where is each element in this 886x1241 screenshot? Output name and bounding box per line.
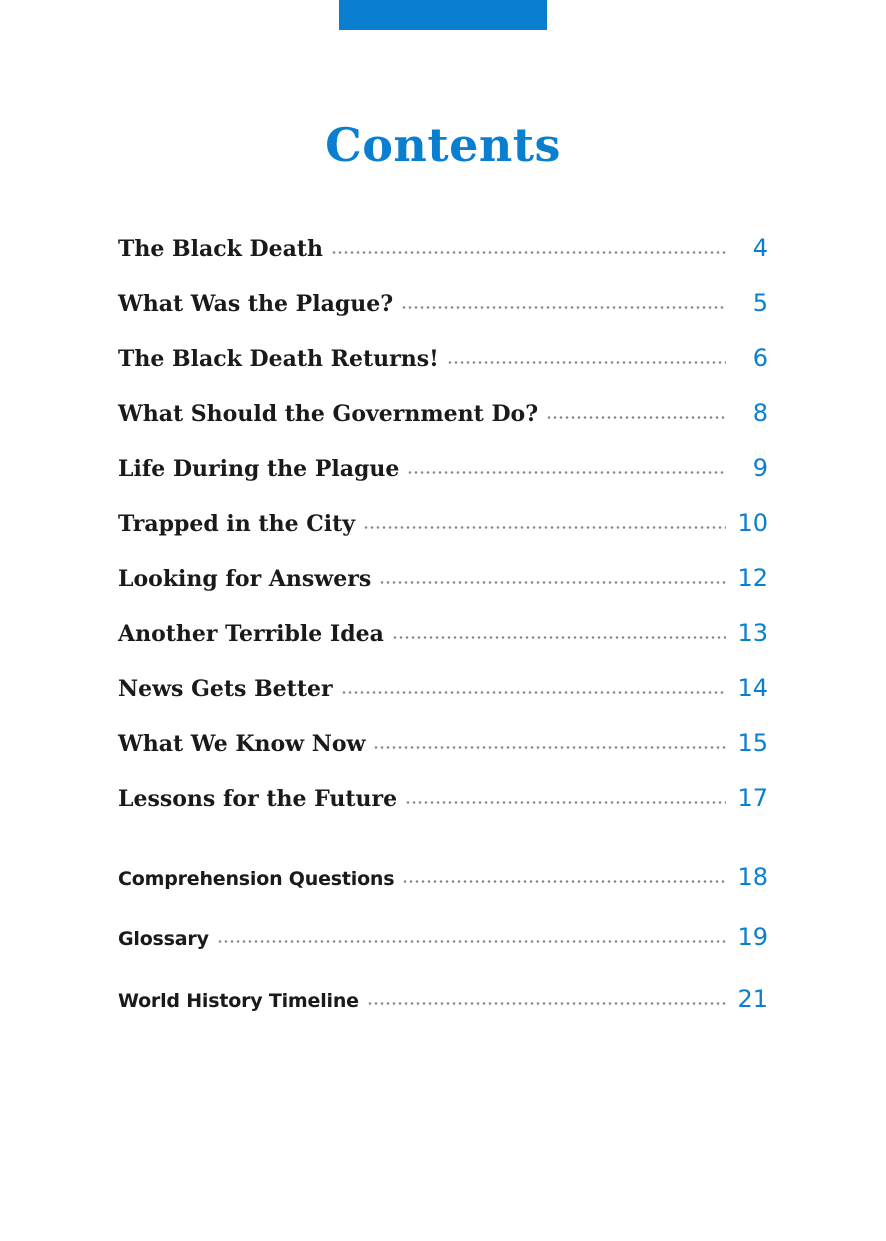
toc-entry-label: Glossary: [118, 928, 209, 950]
toc-entry[interactable]: [118, 729, 768, 757]
toc-entry-page: 8: [752, 399, 768, 427]
toc-backmatter-entry[interactable]: [118, 863, 768, 891]
toc-entry-page: 19: [737, 923, 768, 951]
toc-entry[interactable]: [118, 454, 768, 482]
toc-entry-label: The Black Death: [118, 236, 324, 262]
top-accent-bar: [339, 0, 547, 30]
toc-entry-label: Trapped in the City: [118, 511, 356, 537]
page-title: Contents: [325, 118, 561, 172]
toc-entry-page: 14: [737, 674, 768, 702]
toc-entry-label: World History Timeline: [118, 990, 359, 1012]
toc-entry-label: What We Know Now: [118, 731, 366, 757]
dot-leader: [405, 801, 726, 804]
toc-entry-label: Lessons for the Future: [118, 786, 398, 812]
toc-entry-label: Life During the Plague: [118, 456, 400, 482]
toc-entry-page: 15: [737, 729, 768, 757]
dot-leader: [401, 306, 726, 309]
toc-backmatter-entry[interactable]: [118, 923, 768, 951]
toc-entry-label: Comprehension Questions: [118, 868, 395, 890]
toc-entry[interactable]: [118, 509, 768, 537]
toc-entry[interactable]: [118, 564, 768, 592]
dot-leader: [373, 746, 726, 749]
toc-entry-label: What Was the Plague?: [118, 291, 394, 317]
toc-entry-label: Another Terrible Idea: [118, 621, 384, 647]
toc-entry[interactable]: [118, 234, 768, 262]
toc-entry-label: The Black Death Returns!: [118, 346, 439, 372]
dot-leader: [402, 880, 726, 883]
toc-entry-page: 5: [752, 289, 768, 317]
toc-entry-page: 17: [737, 784, 768, 812]
toc-entry[interactable]: [118, 399, 768, 427]
toc-backmatter-entry[interactable]: [118, 985, 768, 1013]
dot-leader: [447, 361, 726, 364]
toc-entry-page: 13: [737, 619, 768, 647]
toc-entry-page: 18: [737, 863, 768, 891]
toc-entry-label: News Gets Better: [118, 676, 333, 702]
dot-leader: [367, 1002, 726, 1005]
toc-entry[interactable]: [118, 674, 768, 702]
toc-entry[interactable]: [118, 344, 768, 372]
toc-entry-page: 4: [752, 234, 768, 262]
dot-leader: [341, 691, 726, 694]
dot-leader: [546, 416, 726, 419]
toc-entry-label: What Should the Government Do?: [118, 401, 539, 427]
toc-entry[interactable]: [118, 619, 768, 647]
dot-leader: [392, 636, 726, 639]
dot-leader: [217, 940, 726, 943]
toc-entry-page: 9: [752, 454, 768, 482]
dot-leader: [331, 251, 726, 254]
toc-entry-label: Looking for Answers: [118, 566, 372, 592]
toc-entry[interactable]: [118, 289, 768, 317]
dot-leader: [407, 471, 726, 474]
toc-entry-page: 6: [752, 344, 768, 372]
dot-leader: [379, 581, 726, 584]
toc-entry-page: 10: [737, 509, 768, 537]
toc-entry-page: 21: [737, 985, 768, 1013]
toc-entry-page: 12: [737, 564, 768, 592]
dot-leader: [363, 526, 726, 529]
toc-entry[interactable]: [118, 784, 768, 812]
